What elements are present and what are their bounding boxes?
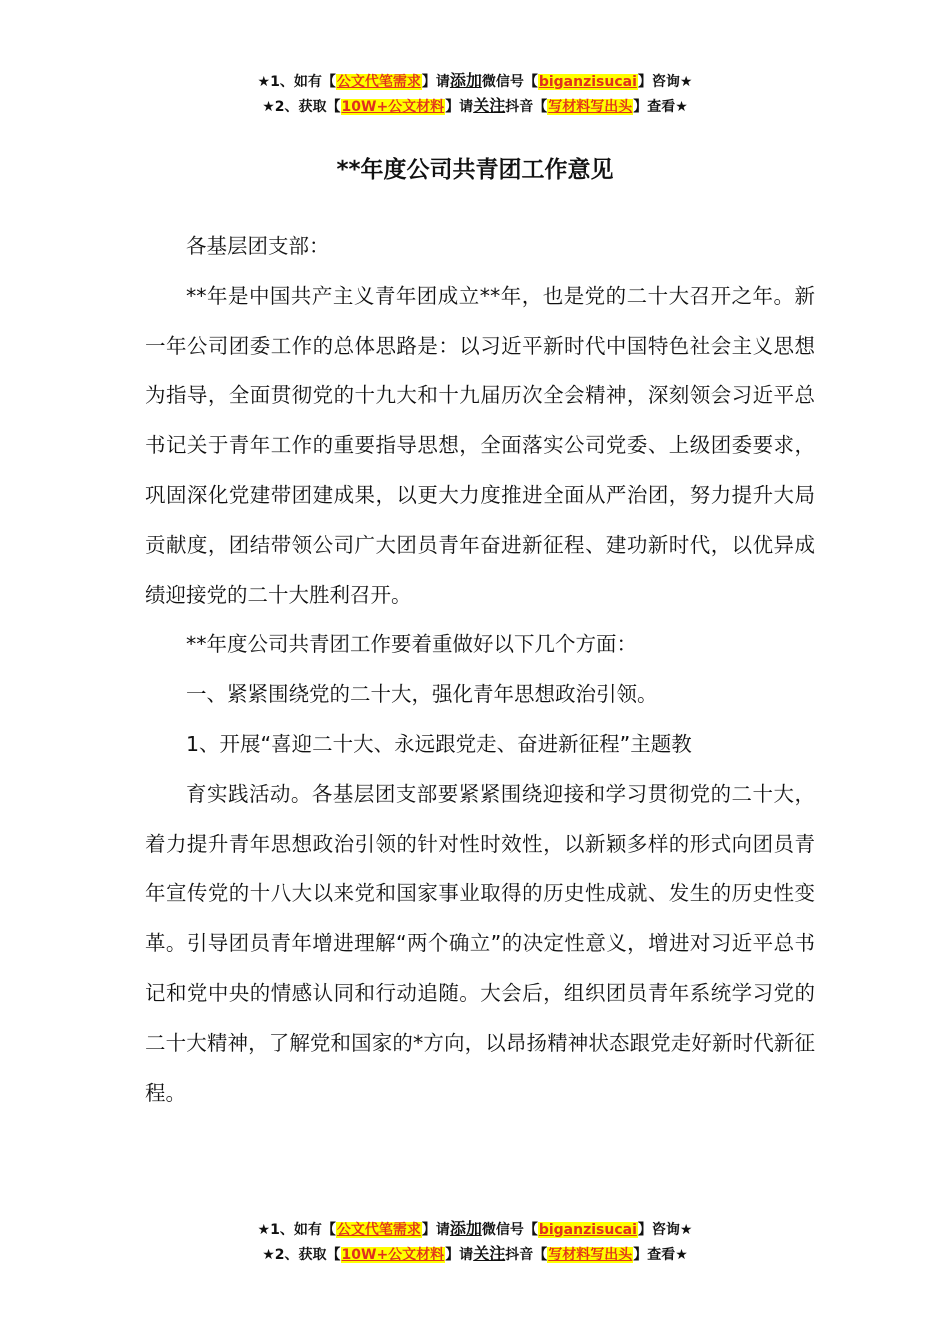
header-promo-banner xyxy=(0,69,950,119)
subsection-heading-1: 1、开展“喜迎二十大、永远跟党走、奋进新征程”主题教 xyxy=(186,731,692,756)
promo-text: 】请 xyxy=(445,99,474,115)
promo-text: 】请 xyxy=(445,1247,474,1263)
document-body xyxy=(145,222,815,1118)
promo-highlight: 10W+公文材料 xyxy=(341,1247,445,1263)
promo-highlight: 10W+公文材料 xyxy=(341,99,445,115)
promo-highlight-wechat-id: biganzisucai xyxy=(538,1222,637,1238)
promo-text: 】咨询★ xyxy=(637,74,693,90)
promo-text: ★2、获取【 xyxy=(262,99,341,115)
promo-highlight-douyin-account: 写材料写出头 xyxy=(548,1247,633,1263)
promo-line-2 xyxy=(0,94,950,119)
salutation: 各基层团支部： xyxy=(186,234,330,258)
promo-text: ★2、获取【 xyxy=(262,1247,341,1263)
promo-highlight: 公文代笔需求 xyxy=(336,1222,421,1238)
paragraph-overview: **年是中国共产主义青年团成立**年，也是党的二十大召开之年。新一年公司团委工作的总体思路是：以习近平新时代中国特色社会主义思想为指导，全面贯彻党的十九大和十九届历次全会精神，深刻领会习近平总书记关于青年工作的重要指导思想，全面落实公司党委、上级团委要求，巩固深化党建带团建成果，以更大力度推进全面从严治团，努力提升大局贡献度，团结带领公司广大团员青年奋进新征程、建功新时代，以优异成绩迎接党的二十大胜利召开。 xyxy=(145,283,815,607)
promo-text: 】请 xyxy=(421,1222,450,1238)
promo-text: 微信号【 xyxy=(481,74,538,90)
footer-promo-banner xyxy=(0,1217,950,1267)
promo-emphasis: 关注 xyxy=(473,96,506,115)
promo-text: ★1、如有【 xyxy=(257,1222,336,1238)
promo-text: 微信号【 xyxy=(481,1222,538,1238)
promo-line-2 xyxy=(0,1242,950,1267)
paragraph-focus-intro: **年度公司共青团工作要着重做好以下几个方面： xyxy=(186,632,637,657)
promo-text: ★1、如有【 xyxy=(257,74,336,90)
promo-text: 】查看★ xyxy=(633,99,688,115)
section-heading-1: 一、紧紧围绕党的二十大，强化青年思想政治引领。 xyxy=(186,682,658,707)
promo-text: 】请 xyxy=(421,74,450,90)
promo-text: 抖音【 xyxy=(505,1247,548,1263)
document-title: **年度公司共青团工作意见 xyxy=(336,157,614,183)
promo-text: 】咨询★ xyxy=(637,1222,693,1238)
promo-highlight-douyin-account: 写材料写出头 xyxy=(548,99,633,115)
promo-highlight-wechat-id: biganzisucai xyxy=(538,74,637,90)
promo-text: 抖音【 xyxy=(505,99,548,115)
promo-emphasis: 添加 xyxy=(449,1219,482,1238)
promo-emphasis: 添加 xyxy=(449,71,482,90)
paragraph-activity-detail: 育实践活动。各基层团支部要紧紧围绕迎接和学习贯彻党的二十大，着力提升青年思想政治引领的针对性时效性，以新颖多样的形式向团员青年宣传党的十八大以来党和国家事业取得的历史性成就、发生的历史性变革。引导团员青年增进理解“两个确立”的决定性意义，增进对习近平总书记和党中央的情感认同和行动追随。大会后，组织团员青年系统学习党的二十大精神，了解党和国家的*方向，以昂扬精神状态跟党走好新时代新征程。 xyxy=(145,781,815,1105)
promo-text: 】查看★ xyxy=(633,1247,688,1263)
promo-line-1 xyxy=(0,1217,950,1242)
promo-line-1 xyxy=(0,69,950,94)
promo-emphasis: 关注 xyxy=(473,1244,506,1263)
promo-highlight: 公文代笔需求 xyxy=(336,74,421,90)
